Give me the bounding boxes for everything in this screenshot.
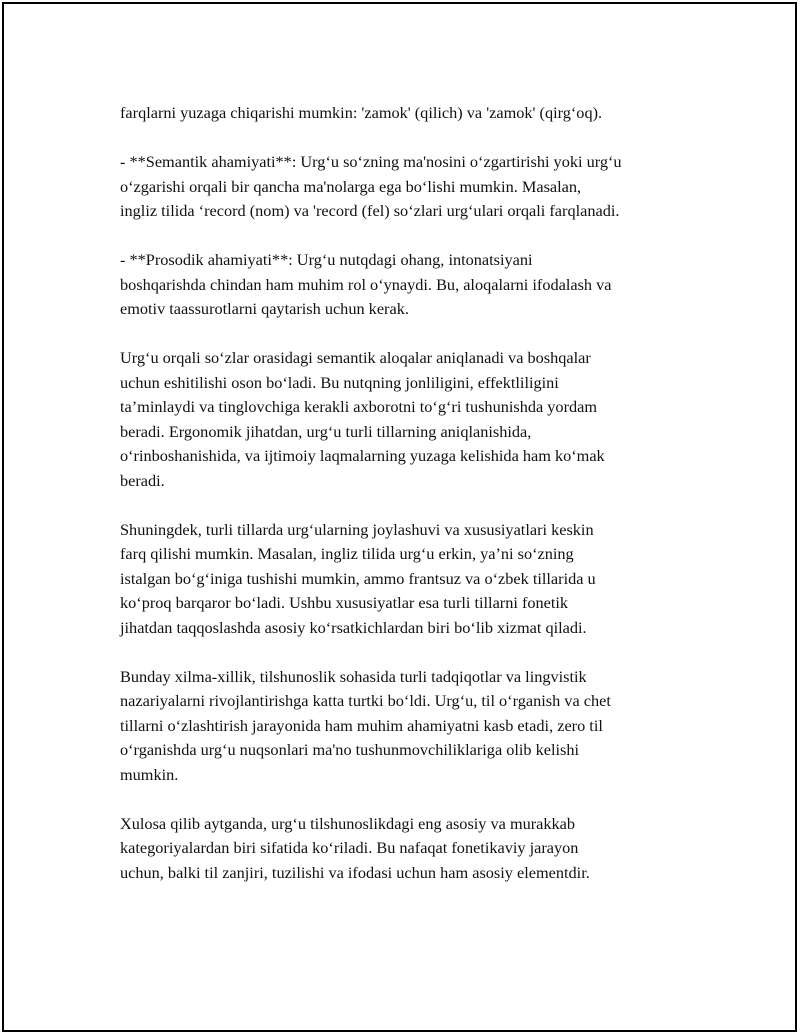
paragraph-conclusion (120, 812, 700, 886)
text-line: Urg‘u orqali so‘zlar orasidagi semantik aloqalar aniqlanadi va boshqalar (120, 348, 591, 367)
text-line: farq qilishi mumkin. Masalan, ingliz tilida urg‘u erkin, ya’ni so‘zning (120, 544, 574, 563)
paragraph-diversity (120, 665, 700, 788)
text-line: beradi. (120, 470, 165, 490)
text-line: - **Prosodik ahamiyati**: Urg‘u nutqdagi ohang, intonatsiyani (120, 250, 533, 269)
text-line: jihatdan taqqoslashda asosiy ko‘rsatkichlardan biri bo‘lib xizmat qiladi. (120, 617, 587, 637)
paragraph-prosodic-significance (120, 248, 700, 322)
document-body (120, 101, 700, 910)
text-line: Bunday xilma-xillik, tilshunoslik sohasida turli tadqiqotlar va lingvistik (120, 666, 587, 686)
document-page (2, 2, 797, 1032)
text-line: mumkin. (120, 764, 179, 784)
text-line: emotiv taassurotlarni qaytarish uchun kerak. (120, 299, 409, 318)
text-line: o‘rinboshanishida, va ijtimoiy laqmalarning yuzaga kelishida ham ko‘mak (120, 446, 605, 465)
text-line: beradi. Ergonomik jihatdan, urg‘u turli tillarning aniqlanishida, (120, 421, 532, 441)
text-line: - **Semantik ahamiyati**: Urg‘u so‘zning ma'nosini o‘zgartirishi yoki urg‘u (120, 152, 622, 171)
paragraph-language-differences (120, 518, 700, 641)
text-line: uchun, balki til zanjiri, tuzilishi va ifodasi uchun ham asosiy elementdir. (120, 862, 590, 882)
paragraph-semantic-significance (120, 150, 700, 224)
text-line: ingliz tilida ‘record (nom) va 'record (fel) so‘zlari urg‘ulari orqali farqlanadi. (120, 201, 620, 220)
text-line: istalgan bo‘g‘iniga tushishi mumkin, ammo frantsuz va o‘zbek tillarida u (120, 568, 596, 588)
text-line: kategoriyalardan biri sifatida ko‘riladi. Bu nafaqat fonetikaviy jarayon (120, 838, 579, 857)
text-line: ko‘proq barqaror bo‘ladi. Ushbu xususiyatlar esa turli tillarni fonetik (120, 593, 569, 612)
text-line: uchun eshitilishi oson bo‘ladi. Bu nutqning jonliligini, effektliligini (120, 372, 559, 392)
text-line: ta’minlaydi va tinglovchiga kerakli axborotni to‘g‘ri tushunishda yordam (120, 397, 598, 416)
text-line: boshqarishda chindan ham muhim rol o‘ynaydi. Bu, aloqalarni ifodalash va (120, 274, 612, 294)
text-line: tillarni o‘zlashtirish jarayonida ham muhim ahamiyatni kasb etadi, zero til (120, 715, 603, 735)
text-line: o‘rganishda urg‘u nuqsonlari ma'no tushunmovchiliklariga olib kelishi (120, 740, 580, 759)
text-line: nazariyalarni rivojlantirishga katta turtki bo‘ldi. Urg‘u, til o‘rganish va chet (120, 691, 611, 710)
text-line: Shuningdek, turli tillarda urg‘ularning joylashuvi va xususiyatlari keskin (120, 519, 594, 539)
paragraph-semantic-relations (120, 346, 700, 493)
text-line: farqlarni yuzaga chiqarishi mumkin: 'zamok' (qilich) va 'zamok' (qirg‘oq). (120, 103, 603, 122)
text-line: o‘zgarishi orqali bir qancha ma'nolarga ega bo‘lishi mumkin. Masalan, (120, 176, 582, 196)
text-line: Xulosa qilib aytganda, urg‘u tilshunoslikdagi eng asosiy va murakkab (120, 813, 576, 833)
paragraph-intro-continuation (120, 101, 700, 126)
